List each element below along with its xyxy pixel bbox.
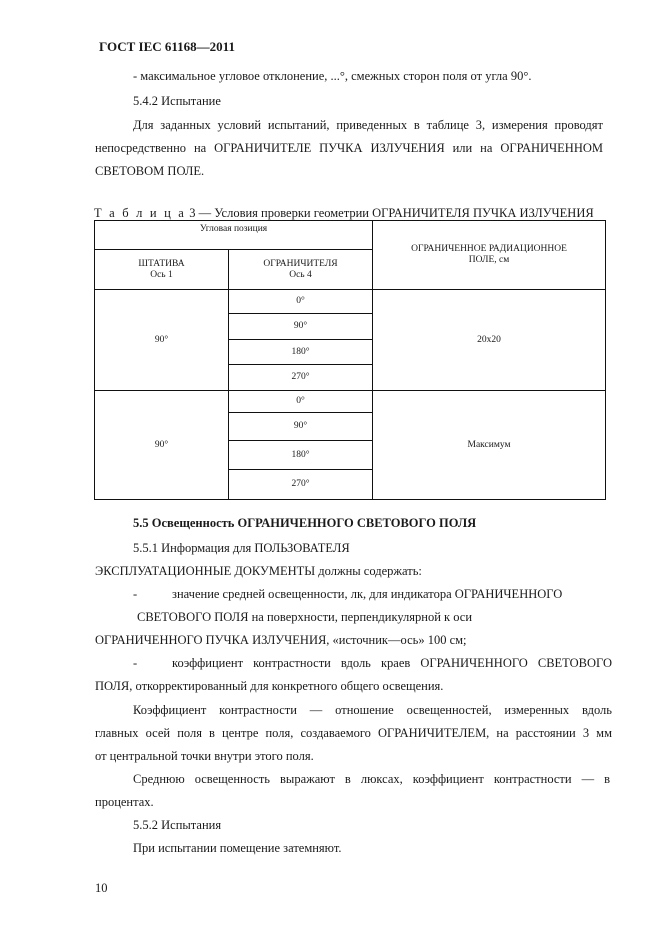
table-caption	[94, 206, 594, 221]
paragraph-line: ЭКСПЛУАТАЦИОННЫЕ ДОКУМЕНТЫ должны содержать:	[95, 564, 422, 578]
paragraph-line: от центральной точки внутри этого поля.	[95, 749, 314, 763]
field-size-cell: Максимум	[373, 391, 606, 500]
paragraph-line: При испытании помещение затемняют.	[133, 841, 342, 855]
intro-line: - максимальное угловое отклонение, ...°, смежных сторон поля от угла 90°.	[133, 69, 532, 83]
bullet-dash: -	[133, 656, 138, 670]
limiter-angle-cell: 180°	[229, 441, 373, 470]
bullet-line: ОГРАНИЧЕННОГО ПУЧКА ИЗЛУЧЕНИЯ, «источник—ось» 100 см;	[95, 633, 467, 647]
paragraph-line: СВЕТОВОМ ПОЛЕ.	[95, 164, 205, 178]
header-limiter-label: ОГРАНИЧИТЕЛЯ	[263, 258, 338, 269]
limiter-angle-cell: 270°	[229, 365, 373, 391]
header-limiter	[229, 250, 373, 290]
bullet-line: коэффициент контрастности вдоль краев ОГРАНИЧЕННОГО СВЕТОВОГО	[172, 656, 612, 670]
document-header: ГОСТ IEC 61168—2011	[99, 39, 235, 54]
header-angular-position: Угловая позиция	[95, 221, 373, 250]
limiter-angle-cell: 90°	[229, 413, 373, 441]
header-stand-axis: Ось 1	[150, 269, 173, 280]
bullet-line: ПОЛЯ, откорректированный для конкретного общего освещения.	[95, 679, 444, 693]
limiter-angle-cell: 90°	[229, 314, 373, 340]
paragraph-line: Для заданных условий испытаний, приведенных в таблице 3, измерения проводят	[133, 118, 603, 132]
subsection-5-5-1: 5.5.1 Информация для ПОЛЬЗОВАТЕЛЯ	[133, 541, 350, 555]
limiter-angle-cell: 180°	[229, 340, 373, 365]
subsection-5-5-2: 5.5.2 Испытания	[133, 818, 222, 832]
stand-angle-cell: 90°	[95, 290, 229, 391]
header-limited-field	[373, 221, 606, 290]
paragraph-line: непосредственно на ОГРАНИЧИТЕЛЕ ПУЧКА ИЗЛУЧЕНИЯ или на ОГРАНИЧЕННОМ	[95, 141, 603, 155]
limiter-angle-cell: 0°	[229, 391, 373, 413]
paragraph-line: Коэффициент контрастности — отношение освещенностей, измеренных вдоль	[133, 703, 612, 717]
paragraph-line: процентах.	[95, 795, 154, 809]
header-field-line1: ОГРАНИЧЕННОЕ РАДИАЦИОННОЕ	[411, 244, 567, 254]
section-5-5-title: 5.5 Освещенность ОГРАНИЧЕННОГО СВЕТОВОГО ПОЛЯ	[133, 516, 477, 530]
bullet-line: значение средней освещенности, лк, для индикатора ОГРАНИЧЕННОГО	[172, 587, 563, 601]
bullet-dash: -	[133, 587, 138, 601]
field-size-cell: 20х20	[373, 290, 606, 391]
page-number: 10	[95, 881, 108, 895]
subsection-5-4-2: 5.4.2 Испытание	[133, 94, 221, 108]
stand-angle-cell: 90°	[95, 391, 229, 500]
header-stand	[95, 250, 229, 290]
limiter-angle-cell: 270°	[229, 470, 373, 500]
bullet-line: СВЕТОВОГО ПОЛЯ на поверхности, перпендикулярной к оси	[137, 610, 473, 624]
geometry-table	[94, 220, 606, 500]
header-field-line2: ПОЛЕ, см	[468, 255, 510, 265]
table-caption-prefix: Т а б л и ц а	[94, 206, 187, 220]
header-limiter-axis: Ось 4	[289, 269, 312, 280]
table-caption-text: 3 — Условия проверки геометрии ОГРАНИЧИТЕЛЯ ПУЧКА ИЗЛУЧЕНИЯ	[186, 206, 594, 220]
paragraph-line: Среднюю освещенность выражают в люксах, коэффициент контрастности — в	[133, 772, 610, 786]
limiter-angle-cell: 0°	[229, 290, 373, 314]
paragraph-line: главных осей поля в центре поля, создаваемого ОГРАНИЧИТЕЛЕМ, на расстоянии 3 мм	[95, 726, 612, 740]
header-stand-label: ШТАТИВА	[138, 258, 185, 269]
